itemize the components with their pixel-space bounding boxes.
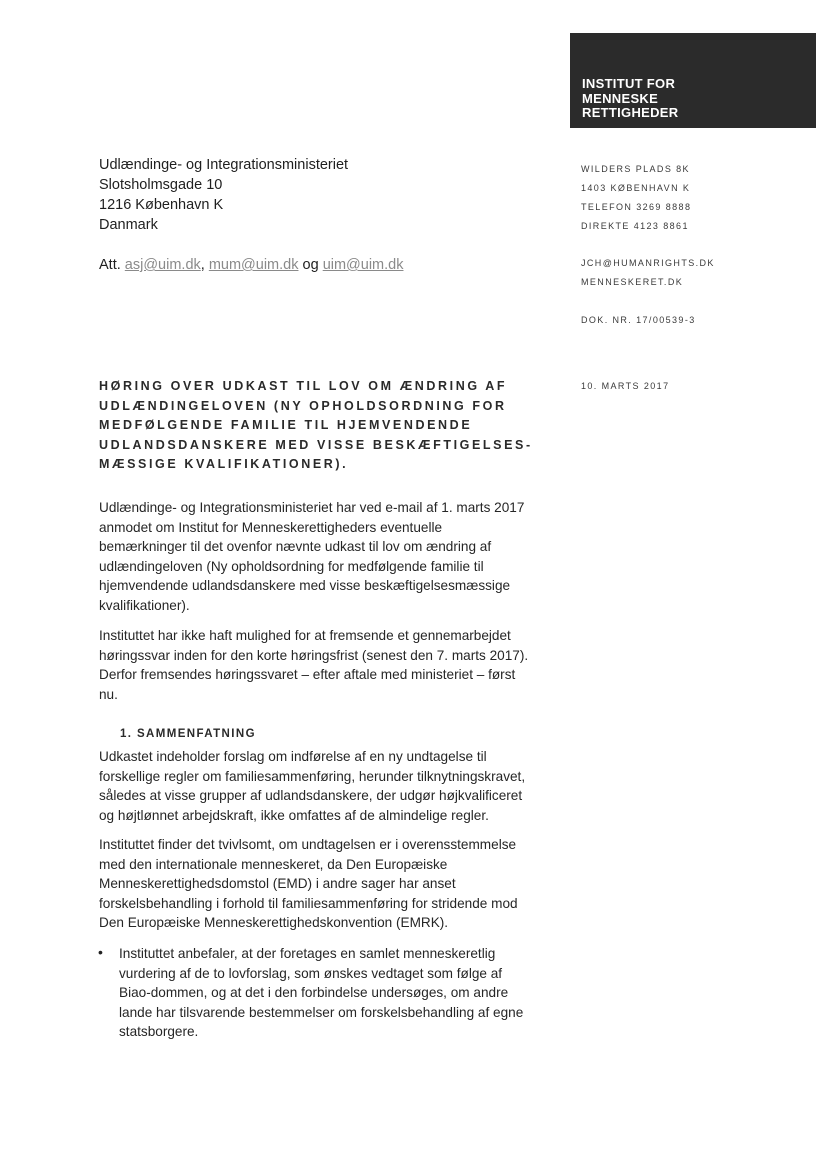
paragraph-line: anmodet om Institut for Menneskerettigheders eventuelle [99,519,443,535]
paragraph-line: Menneskerettighedsdomstol (EMD) i andre sager har anset [99,876,456,891]
sender-street: WILDERS PLADS 8K [581,164,690,174]
paragraph-line: udlændingeloven (Ny opholdsordning for medfølgende familie til [99,558,484,574]
paragraph-line: og højtlønnet arbejdskraft, ikke omfattes af de almindelige regler. [99,807,489,823]
title-line: UDLANDSDANSKERE MED VISSE BESKÆFTIGELSES- [99,437,533,452]
paragraph-line: høringssvar inden for den korte høringsfrist (senest den 7. marts 2017). [99,647,529,663]
logo-line: RETTIGHEDER [582,105,679,120]
recipient-street: Slotsholmsgade 10 [99,177,223,193]
paragraph-line: Den Europæiske Menneskerettighedskonvention (EMRK). [99,915,449,930]
paragraph-summary [99,747,525,825]
letter-date: 10. MARTS 2017 [581,381,670,391]
recipient-address [99,155,348,235]
paragraph-line: Biao-dommen, og at det i den forbindelse undersøges, om andre [119,985,509,1000]
email-link[interactable]: mum@uim.dk [208,257,299,273]
paragraph-line: Udkastet indeholder forslag om indførelse af en ny undtagelse til [99,749,487,764]
attention-line [99,255,403,275]
paragraph-line: bemærkninger til det ovenfor nævnte udkast til lov om ændring af [99,539,492,554]
email-link[interactable]: asj@uim.dk [124,257,201,273]
title-line: UDLÆNDINGELOVEN (NY OPHOLDSORDNING FOR [99,398,507,413]
logo-line: MENNESKE [582,90,659,106]
recipient-name: Udlændinge- og Integrationsministeriet [99,157,349,173]
email-link[interactable]: uim@uim.dk [322,257,404,273]
paragraph-assessment [99,835,518,933]
paragraph-line: kvalifikationer). [99,597,190,613]
paragraph-line: Udlændinge- og Integrationsministeriet har ved e-mail af 1. marts 2017 [99,500,525,515]
att-conjunction: og [302,257,319,273]
bullet-recommendation [119,944,523,1042]
letter-title [99,377,559,475]
paragraph-deadline [99,626,528,704]
title-line: MÆSSIGE KVALIFIKATIONER). [99,457,349,471]
document-number-text: DOK. NR. 17/00539-3 [581,315,696,325]
recipient-city: 1216 København K [99,197,224,213]
paragraph-line: statsborgere. [119,1024,199,1039]
title-line: MEDFØLGENDE FAMILIE TIL HJEMVENDENDE [99,418,473,432]
paragraph-line: med den internationale menneskeret, da Den Europæiske [99,856,448,872]
sender-address-block [581,160,691,236]
bullet-icon: • [98,944,103,960]
sender-contact-block [581,254,715,292]
title-line: HØRING OVER UDKAST TIL LOV OM ÆNDRING AF [99,379,508,393]
paragraph-line: hjemvendende udlandsdanskere med visse beskæftigelsesmæssige [99,578,511,593]
paragraph-line: Instituttet har ikke haft mulighed for at fremsende et gennemarbejdet [99,628,511,643]
section-heading-summary: 1. SAMMENFATNING [120,728,256,740]
sender-email[interactable]: JCH@HUMANRIGHTS.DK [581,258,715,268]
paragraph-line: Instituttet finder det tvivlsomt, om undtagelsen er i overensstemmelse [99,837,517,852]
logo-line: INSTITUT FOR [582,76,676,91]
paragraph-line: nu. [99,686,118,702]
paragraph-line: Derfor fremsendes høringssvaret – efter aftale med ministeriet – først [99,667,516,682]
institute-logo [570,33,816,128]
paragraph-line: Instituttet anbefaler, at der foretages en samlet menneskeretlig [119,946,496,961]
paragraph-line: vurdering af de to lovforslag, som ønskes vedtaget som følge af [119,965,503,981]
document-number [581,311,696,330]
paragraph-line: forskellige regler om familiesammenføring, herunder tilknytningskravet, [99,768,526,784]
att-separator: , [200,257,205,273]
att-prefix: Att. [99,257,121,273]
sender-direct-phone: DIREKTE 4123 8861 [581,221,689,231]
paragraph-line: forskelsbehandling i forhold til familiesammenføring for stridende mod [99,895,518,911]
sender-website[interactable]: MENNESKERET.DK [581,277,684,287]
recipient-country: Danmark [99,217,158,233]
sender-phone: TELEFON 3269 8888 [581,202,692,212]
sender-city: 1403 KØBENHAVN K [581,183,691,193]
paragraph-line: lande har tilsvarende bestemmelser om forskelsbehandling af egne [119,1004,524,1020]
paragraph-line: således at visse grupper af udlandsdanskere, der udgør højkvalificeret [99,788,523,803]
paragraph-intro [99,498,524,615]
